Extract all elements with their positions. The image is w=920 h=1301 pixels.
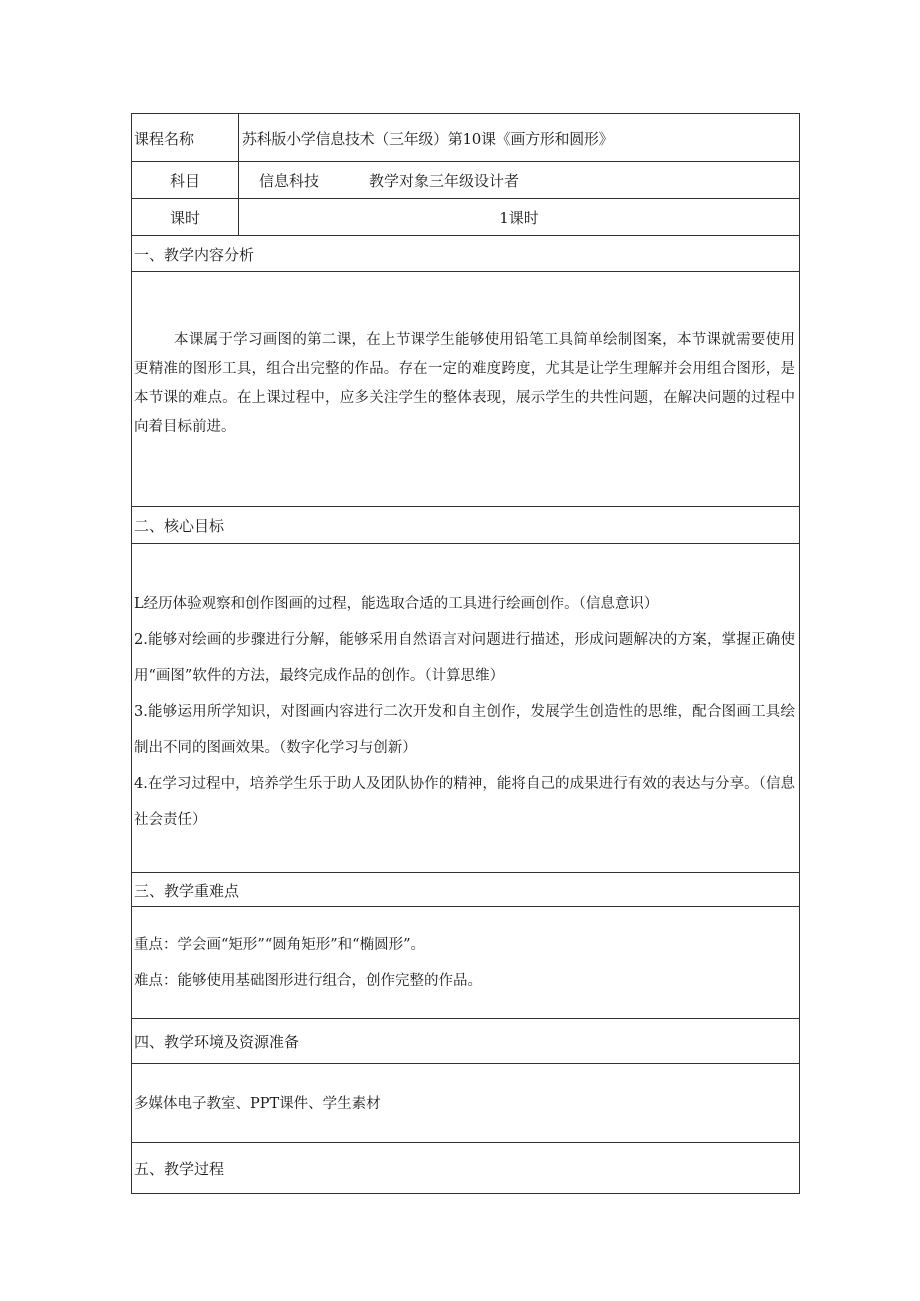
goal-item-1: L经历体验观察和创作图画的过程，能选取合适的工具进行绘画创作。（信息意识）	[134, 596, 659, 612]
key-difficulty-list	[134, 927, 795, 999]
section-3-title-row	[131, 872, 800, 907]
key-point: 重点：学会画“矩形”“圆角矩形”和“椭圆形”。	[134, 937, 425, 953]
subject-label: 科目	[170, 172, 201, 190]
period-row	[131, 198, 800, 236]
section-2-body	[131, 543, 800, 873]
goal-item-3: 3.能够运用所学知识，对图画内容进行二次开发和自主创作，发展学生创造性的思维，配合图画工具绘制出不同的图画效果。（数字化学习与创新）	[134, 704, 795, 756]
lesson-plan-table	[131, 113, 800, 1193]
section-3-title: 三、教学重难点	[134, 881, 240, 900]
section-1-body	[131, 271, 800, 507]
section-3-body	[131, 906, 800, 1019]
period-value: 1课时	[499, 209, 539, 227]
section-1-title-row	[131, 235, 800, 272]
course-row	[131, 113, 800, 162]
section-2-title-row	[131, 506, 800, 544]
target-value: 教学对象三年级设计者	[369, 172, 520, 190]
core-goals-list	[134, 586, 795, 838]
subject-value: 信息科技	[259, 172, 320, 190]
section-5-title-row	[131, 1142, 800, 1194]
difficult-point: 难点：能够使用基础图形进行组合，创作完整的作品。	[134, 973, 482, 989]
goal-item-2: 2.能够对绘画的步骤进行分解，能够采用自然语言对问题进行描述，形成问题解决的方案，掌握正确使用“画图”软件的方法，最终完成作品的创作。（计算思维）	[134, 632, 795, 684]
course-label: 课程名称	[134, 129, 195, 148]
subject-row	[131, 161, 800, 199]
section-4-body	[131, 1063, 800, 1143]
section-2-title: 二、核心目标	[134, 517, 225, 535]
period-label: 课时	[170, 209, 201, 227]
goal-item-4: 4.在学习过程中，培养学生乐于助人及团队协作的精神，能将自己的成果进行有效的表达与分享。（信息社会责任）	[134, 776, 795, 828]
resources-text: 多媒体电子教室、PPT课件、学生素材	[134, 1096, 381, 1112]
section-4-title-row	[131, 1018, 800, 1064]
section-5-title: 五、教学过程	[134, 1159, 225, 1178]
course-value: 苏科版小学信息技术（三年级）第10课《画方形和圆形》	[242, 129, 614, 148]
section-4-title: 四、教学环境及资源准备	[134, 1033, 300, 1051]
content-analysis-text: 本课属于学习画图的第二课，在上节课学生能够使用铅笔工具简单绘制图案，本节课就需要使用更精准的图形工具，组合出完整的作品。存在一定的难度跨度，尤其是让学生理解并会用组合图形，是本节课的难点。在上课过程中，应多关注学生的整体表现，展示学生的共性问题，在解决问题的过程中向着目标前进。	[134, 332, 795, 435]
section-1-title: 一、教学内容分析	[134, 245, 255, 264]
